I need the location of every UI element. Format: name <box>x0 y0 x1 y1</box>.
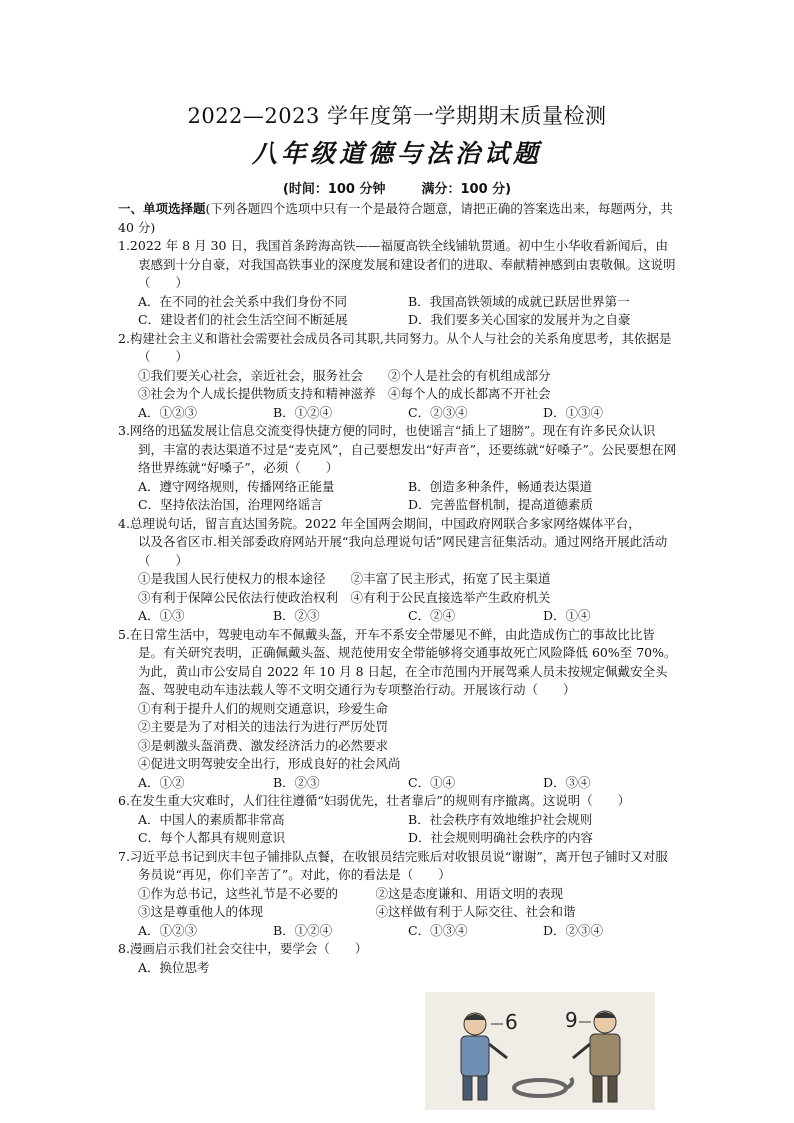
question-stem: 6.在发生重大灾难时，人们往往遵循“妇弱优先，壮者靠后”的规则有序撤离。这说明（ ） <box>118 793 631 808</box>
question-6 <box>118 792 678 848</box>
question-8 <box>118 940 678 977</box>
question-stem: 3.网络的迅猛发展让信息交流变得快捷方便的同时，也使谣言“插上了翅膀”。现在有许多民众认识到，丰富的表达渠道不过是“麦克风”，自己要想发出“好声音”，还要练就“好嗓子”。公民要想在网络世界练就“好嗓子”，必须（ ） <box>118 423 677 475</box>
options-row <box>118 829 678 848</box>
option-a: A．①②③ <box>138 922 198 938</box>
option-b: B．①②④ <box>273 922 333 938</box>
options-row <box>118 293 678 312</box>
statement-item: ③是刺激头盔消费、激发经济活力的必然要求 <box>138 737 389 753</box>
question-4 <box>118 515 678 626</box>
cartoon-illustration <box>425 992 655 1110</box>
option-b: B．创造多种条件，畅通表达渠道 <box>408 478 593 494</box>
question-stem: 7.习近平总书记到庆丰包子铺排队点餐，在收银员结完账后对收银员说“谢谢”，离开包子铺时又对服务员说“再见，你们辛苦了”。对此，你的看法是（ ） <box>118 848 668 882</box>
options-row <box>118 811 678 830</box>
options-row <box>118 774 678 793</box>
option-a: A．换位思考 <box>138 959 210 975</box>
options-row <box>118 496 678 515</box>
option-c: C．②④ <box>408 608 456 623</box>
option-d: D．社会规则明确社会秩序的内容 <box>408 830 594 845</box>
option-d: D．我们要多关心国家的发展并为之自豪 <box>408 312 631 327</box>
statement-item: ③这是尊重他人的体现 ④这样做有利于人际交往、社会和谐 <box>138 904 576 919</box>
question-stem: 4.总理说句话，留言直达国务院。2022 年全国两会期间，中国政府网联合多家网络媒体平台， <box>118 515 641 531</box>
statement-item: ④促进文明驾驶安全出行，形成良好的社会风尚 <box>138 756 401 771</box>
option-c: C．每个人都具有规则意识 <box>138 830 286 845</box>
exam-title: 2022—2023 学年度第一学期期末质量检测 <box>187 104 607 128</box>
option-c: C．坚持依法治国，治理网络谣言 <box>138 497 323 512</box>
options-row <box>118 607 678 626</box>
section-instructions: (下列各题四个选项中只有一个是最符合题意，请把正确的答案选出来，每题两分，共 40 分) <box>118 201 673 235</box>
exam-subtitle: 八年级道德与法治试题 <box>251 139 542 168</box>
right-number-label: 9 <box>565 1008 578 1032</box>
option-c: C．①③④ <box>408 922 468 938</box>
option-d: D．②③④ <box>543 922 604 938</box>
option-b: B．②③ <box>273 608 320 623</box>
question-stem: 5.在日常生活中，驾驶电动车不佩戴头盔，开车不系安全带屡见不鲜，由此造成伤亡的事故比比皆是。有关研究表明，正确佩戴头盔、规范使用安全带能够将交通事故死亡风险降低 60%至 70%。为此，黄山市公安局自 2022 年 10 月 8 日起，在全市范围内开展驾乘人员未按规定佩戴安全头盔、驾驶电动车违法载人等不文明交通行为专项整治行动。开展该行动（ ） <box>118 626 677 697</box>
option-d: D．①③④ <box>543 404 604 420</box>
question-2 <box>118 330 678 423</box>
option-d: D．①④ <box>543 608 591 623</box>
option-a: A．遵守网络规则，传播网络正能量 <box>138 478 335 494</box>
exam-content <box>118 200 678 977</box>
cartoon-svg <box>425 992 655 1110</box>
option-a: A．①② <box>138 774 185 790</box>
option-d: D．完善监督机制，提高道德素质 <box>408 497 594 512</box>
option-b: B．①②④ <box>273 404 333 420</box>
question-5 <box>118 626 678 793</box>
option-a: A．①③ <box>138 608 185 623</box>
option-d: D．③④ <box>543 774 591 790</box>
option-a: A．在不同的社会关系中我们身份不同 <box>138 293 348 309</box>
exam-time: (时间：100 分钟 <box>282 182 386 197</box>
option-c: C．建设者们的社会生活空间不断延展 <box>138 312 348 327</box>
question-1 <box>118 237 678 330</box>
left-number-label: 6 <box>505 1010 518 1034</box>
question-stem: 1.2022 年 8 月 30 日，我国首条跨海高铁——福厦高铁全线铺轨贯通。初中生小华收看新闻后，由衷感到十分自豪，对我国高铁事业的深度发展和建设者们的进取、奉献精神感到由衷敬佩。这说明（ ） <box>118 238 676 290</box>
statement-item: ①是我国人民行使权力的根本途径 ②丰富了民主形式，拓宽了民主渠道 <box>138 571 551 586</box>
question-stem: 2.构建社会主义和谐社会需要社会成员各司其职,共同努力。从个人与社会的关系角度思考，其依据是（ ） <box>118 330 672 364</box>
question-stem-continued: 以及各省区市.相关部委政府网站开展“我向总理说句话”网民建言征集活动。通过网络开展此活动（ ） <box>138 534 668 568</box>
option-b: B．社会秩序有效地维护社会规则 <box>408 811 593 827</box>
statement-item: ①我们要关心社会，亲近社会，服务社会 ②个人是社会的有机组成部分 <box>138 367 551 383</box>
statement-item: ③有利于保障公民依法行使政治权利 ④有利于公民直接选举产生政府机关 <box>138 589 551 605</box>
option-c: C．②③④ <box>408 404 468 420</box>
options-row <box>118 311 678 330</box>
option-a: A．中国人的素质都非常高 <box>138 811 285 827</box>
option-a: A．①②③ <box>138 404 198 420</box>
exam-meta <box>0 178 794 197</box>
option-b: B．我国高铁领域的成就已跃居世界第一 <box>408 293 630 309</box>
option-b: B．②③ <box>273 774 320 790</box>
options-row <box>118 922 678 941</box>
question-7 <box>118 848 678 941</box>
section-header <box>118 200 678 237</box>
statement-item: ②主要是为了对相关的违法行为进行严厉处罚 <box>138 719 389 734</box>
section-title: 一、单项选择题 <box>118 201 206 216</box>
options-row <box>118 478 678 497</box>
statement-item: ①作为总书记，这些礼节是不必要的 ②这是态度谦和、用语文明的表现 <box>138 885 564 901</box>
right-person <box>573 1011 620 1102</box>
left-person <box>461 1013 507 1100</box>
ground-number <box>514 1078 572 1096</box>
statement-item: ③社会为个人成长提供物质支持和精神滋养 ④每个人的成长都离不开社会 <box>138 386 551 401</box>
option-c: C．①④ <box>408 774 456 790</box>
exam-score: 满分：100 分) <box>421 182 512 197</box>
question-3 <box>118 422 678 515</box>
question-stem: 8.漫画启示我们社会交往中，要学会（ ） <box>118 941 368 956</box>
options-row <box>118 404 678 423</box>
statement-item: ①有利于提升人们的规则交通意识，珍爱生命 <box>138 700 389 716</box>
